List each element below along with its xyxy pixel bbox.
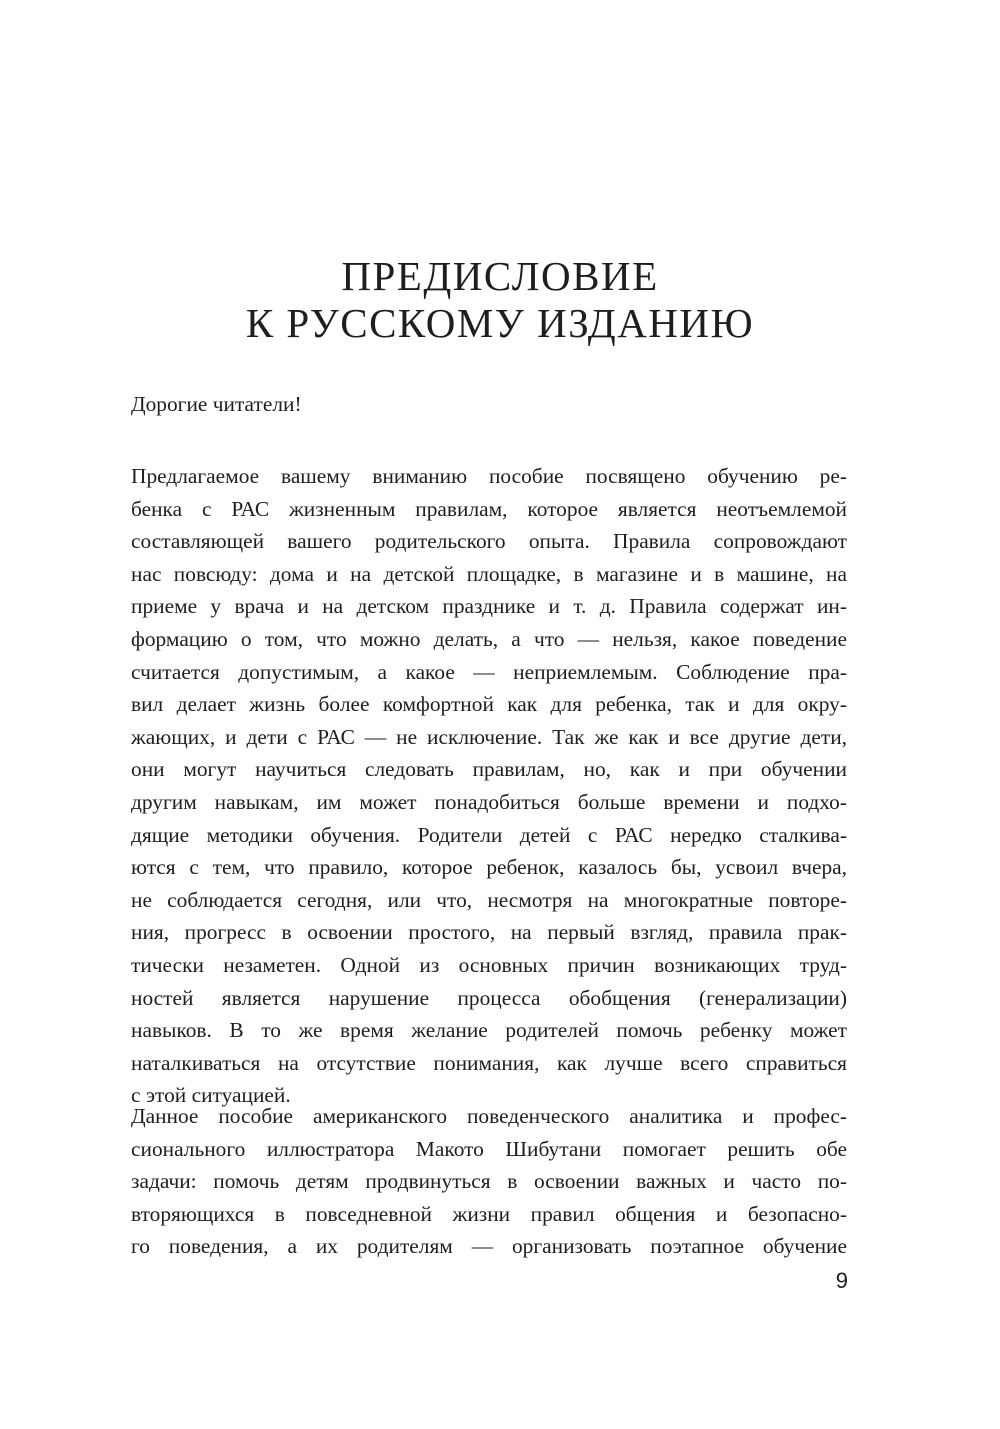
text-line: ностей является нарушение процесса обобщения (генерализации): [131, 985, 847, 1010]
text-line: другим навыкам, им может понадобиться больше времени и подхо-: [131, 789, 847, 814]
text-line: бенка с РАС жизненным правилам, которое является неотъемлемой: [131, 496, 847, 521]
text-line: не соблюдается сегодня, или что, несмотря на многократные повторе-: [131, 887, 847, 912]
chapter-title-line-2: К РУССКОМУ ИЗДАНИЮ: [245, 300, 755, 346]
text-line: ния, прогресс в освоении простого, на первый взгляд, правила прак-: [131, 920, 847, 945]
text-line: наталкиваться на отсутствие понимания, как лучше всего справиться: [131, 1050, 847, 1075]
chapter-title-line-1: ПРЕДИСЛОВИЕ: [341, 253, 659, 299]
text-line: ются с тем, что правило, которое ребенок, казалось бы, усвоил вчера,: [131, 855, 847, 880]
text-line: навыков. В то же время желание родителей помочь ребенку может: [131, 1018, 847, 1043]
greeting: Дорогие читатели!: [131, 392, 302, 416]
text-line: составляющей вашего родительского опыта. Правила сопровождают: [131, 529, 847, 554]
text-line: приеме у врача и на детском празднике и т. д. Правила содержат ин-: [131, 594, 847, 619]
text-line: нас повсюду: дома и на детской площадке, в магазине и в машине, на: [131, 561, 847, 586]
text-line: дящие методики обучения. Родители детей с РАС нередко сталкива-: [131, 822, 847, 847]
text-line: Предлагаемое вашему вниманию пособие посвящено обучению ре-: [131, 464, 847, 488]
text-line: формацию о том, что можно делать, а что — нельзя, какое поведение: [131, 626, 847, 651]
text-line: сионального иллюстратора Макото Шибутани помогает решить обе: [131, 1136, 847, 1161]
text-line: вил делает жизнь более комфортной как для ребенка, так и для окру-: [131, 692, 847, 717]
text-line: с этой ситуацией.: [131, 1083, 291, 1108]
paragraph-1: [131, 460, 847, 1112]
text-line: задачи: помочь детям продвинуться в освоении важных и часто по-: [131, 1169, 847, 1194]
text-line: тически незаметен. Одной из основных причин возникающих труд-: [131, 952, 847, 977]
page-number: 9: [835, 1268, 848, 1293]
text-line: они могут научиться следовать правилам, но, как и при обучении: [131, 757, 847, 782]
paragraph-2: [131, 1100, 847, 1263]
text-line: жающих, и дети с РАС — не исключение. Так же как и все другие дети,: [131, 724, 847, 749]
text-line: считается допустимым, а какое — неприемлемым. Соблюдение пра-: [131, 659, 847, 684]
text-line: Данное пособие американского поведенческого аналитика и профес-: [131, 1104, 847, 1128]
text-line: вторяющихся в повседневной жизни правил общения и безопасно-: [131, 1201, 847, 1226]
text-line: го поведения, а их родителям — организовать поэтапное обучение: [131, 1234, 847, 1259]
